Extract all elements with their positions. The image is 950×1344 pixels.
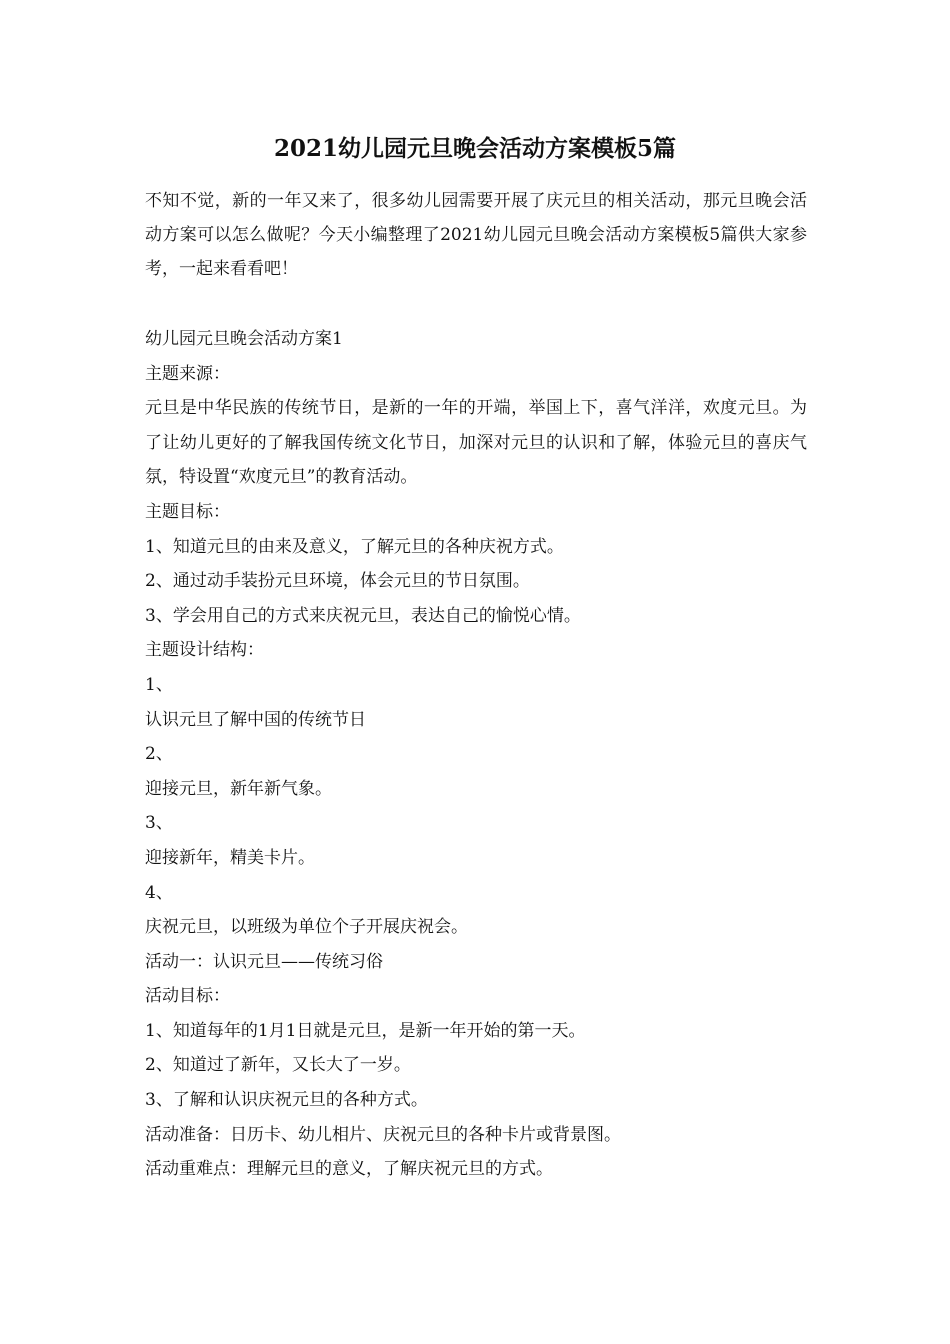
body-line: 庆祝元旦，以班级为单位个子开展庆祝会。 [145, 917, 468, 938]
body-line: 活动准备：日历卡、幼儿相片、庆祝元旦的各种卡片或背景图。 [145, 1124, 621, 1145]
theme-source-text: 元旦是中华民族的传统节日，是新的一年的开端，举国上下，喜气洋洋，欢度元旦。为了让幼儿更好的了解我国传统文化节日，加深对元旦的认识和了解，体验元旦的喜庆气氛，特设置“欢度元旦”的教育活动。 [145, 398, 807, 488]
body-line: 迎接元旦，新年新气象。 [145, 778, 332, 799]
body-line: 4、 [145, 882, 173, 903]
body-line: 3、学会用自己的方式来庆祝元旦，表达自己的愉悦心情。 [145, 605, 581, 626]
body-lines [145, 495, 807, 1187]
body-line: 迎接新年，精美卡片。 [145, 847, 315, 868]
body-line: 活动目标： [145, 986, 230, 1007]
body-line: 3、 [145, 813, 173, 834]
body-line: 1、知道每年的1月1日就是元旦，是新一年开始的第一天。 [145, 1020, 586, 1041]
theme-source-label: 主题来源： [145, 363, 230, 384]
paragraph-spacer [145, 286, 807, 322]
intro-paragraph: 不知不觉，新的一年又来了，很多幼儿园需要开展了庆元旦的相关活动，那元旦晚会活动方案可以怎么做呢？今天小编整理了2021幼儿园元旦晚会活动方案模板5篇供大家参考，一起来看看吧！ [145, 191, 807, 279]
body-line: 活动一：认识元旦——传统习俗 [145, 951, 383, 972]
body-line: 认识元旦了解中国的传统节日 [145, 709, 366, 730]
document-title: 2021幼儿园元旦晚会活动方案模板5篇 [273, 135, 677, 162]
body-line: 2、通过动手装扮元旦环境，体会元旦的节日氛围。 [145, 571, 530, 592]
section-heading: 幼儿园元旦晚会活动方案1 [145, 329, 343, 349]
body-line: 1、 [145, 674, 173, 695]
body-line: 活动重难点：理解元旦的意义，了解庆祝元旦的方式。 [145, 1159, 553, 1180]
body-line: 2、 [145, 744, 173, 765]
body-line: 主题设计结构： [145, 640, 264, 661]
body-line: 1、知道元旦的由来及意义，了解元旦的各种庆祝方式。 [145, 536, 564, 557]
document-body [145, 184, 807, 1187]
body-line: 2、知道过了新年，又长大了一岁。 [145, 1055, 411, 1076]
body-line: 主题目标： [145, 501, 230, 522]
body-line: 3、了解和认识庆祝元旦的各种方式。 [145, 1090, 428, 1111]
